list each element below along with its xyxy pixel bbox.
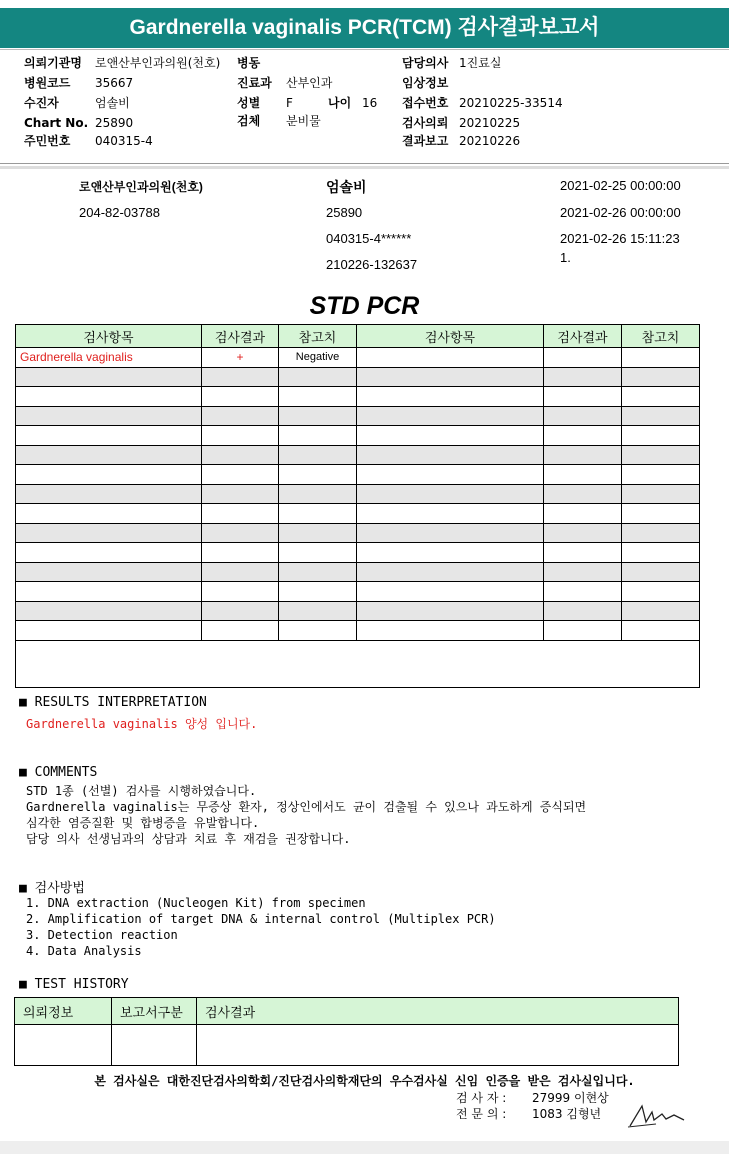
table-row xyxy=(16,523,700,543)
header-doctor-label: 담당의사 xyxy=(402,56,449,70)
tester-label: 검 사 자 : xyxy=(456,1091,507,1105)
col-header-result: 검사결과 xyxy=(202,325,279,348)
sub-date-received: 2021-02-25 00:00:00 xyxy=(560,178,681,193)
comment-line: STD 1종 (선별) 검사를 시행하였습니다. xyxy=(26,784,257,798)
header-hospital-code-value: 35667 xyxy=(95,76,134,90)
header-hospital-code-label: 병원코드 xyxy=(24,76,71,90)
table-row xyxy=(15,1025,679,1066)
header-accession-value: 20210225-33514 xyxy=(459,96,563,110)
header-sex-value: F xyxy=(286,96,293,110)
sub-sequence: 1. xyxy=(560,250,571,265)
interpretation-heading: ■ RESULTS INTERPRETATION xyxy=(19,695,207,710)
header-rrn-label: 주민번호 xyxy=(24,134,71,148)
expert-label: 전 문 의 : xyxy=(456,1107,507,1121)
method-line: 1. DNA extraction (Nucleogen Kit) from specimen xyxy=(26,896,366,910)
table-row xyxy=(16,484,700,504)
header-patient-label: 수진자 xyxy=(24,96,59,110)
table-row xyxy=(16,445,700,465)
comments-heading: ■ COMMENTS xyxy=(19,765,98,780)
header-dept-label: 진료과 xyxy=(237,76,272,90)
header-doctor-value: 1진료실 xyxy=(459,56,502,70)
sub-rrn: 040315-4****** xyxy=(326,231,412,246)
header-bottom-shadow xyxy=(0,166,729,169)
page-bottom-bar xyxy=(0,1141,729,1154)
history-col-request: 의뢰정보 xyxy=(15,998,112,1025)
header-report-date-value: 20210226 xyxy=(459,134,521,148)
header-chart-value: 25890 xyxy=(95,116,134,130)
header-clinical-info-label: 임상정보 xyxy=(402,76,449,90)
method-line: 3. Detection reaction xyxy=(26,928,178,942)
header-sex-label: 성별 xyxy=(237,96,261,110)
method-heading: ■ 검사방법 xyxy=(19,881,85,896)
certification-notice: 본 검사실은 대한진단검사의학회/진단검사의학재단의 우수검사실 신임 인증을 받은 검사실입니다. xyxy=(94,1074,635,1088)
header-clinic-value: 로앤산부인과의원(천호) xyxy=(95,56,221,70)
header-ward-label: 병동 xyxy=(237,56,261,70)
comment-line: Gardnerella vaginalis는 무증상 환자, 정상인에서도 균이 검출될 수 있으나 과도하게 증식되면 xyxy=(26,800,587,814)
header-request-date-value: 20210225 xyxy=(459,116,521,130)
table-row xyxy=(16,543,700,563)
header-report-date-label: 결과보고 xyxy=(402,134,449,148)
history-header-row xyxy=(15,998,679,1025)
results-table xyxy=(15,324,700,688)
col-header-ref: 참고치 xyxy=(279,325,357,348)
table-row xyxy=(16,562,700,582)
header-age-label: 나이 xyxy=(328,96,352,110)
table-row xyxy=(16,621,700,641)
header-specimen-value: 분비물 xyxy=(286,114,321,128)
result-value: + xyxy=(202,348,279,368)
interpretation-text: Gardnerella vaginalis 양성 입니다. xyxy=(26,717,258,731)
table-row xyxy=(16,504,700,524)
table-row xyxy=(16,367,700,387)
col-header-ref-2: 참고치 xyxy=(622,325,700,348)
sub-chart-no: 25890 xyxy=(326,205,363,220)
header-row-clinic: 의뢰기관명 xyxy=(24,56,82,70)
results-header-row xyxy=(16,325,700,348)
history-heading: ■ TEST HISTORY xyxy=(19,977,129,992)
header-chart-label: Chart No. xyxy=(24,116,89,130)
result-reference: Negative xyxy=(279,348,357,368)
square-bullet-icon: ■ xyxy=(19,695,27,710)
col-header-result-2: 검사결과 xyxy=(544,325,622,348)
comment-line: 담당 의사 선생님과의 상담과 치료 후 재검을 권장합니다. xyxy=(26,832,351,846)
sub-patient-name: 엄솔비 xyxy=(326,179,367,195)
table-row xyxy=(16,348,700,368)
square-bullet-icon: ■ xyxy=(19,881,27,896)
signature-image xyxy=(626,1100,690,1130)
report-title: Gardnerella vaginalis PCR(TCM) 검사결과보고서 xyxy=(0,8,729,48)
col-header-item: 검사항목 xyxy=(16,325,202,348)
table-row xyxy=(16,465,700,485)
sub-date-reported: 2021-02-26 15:11:23 xyxy=(560,231,680,246)
result-item-name: Gardnerella vaginalis xyxy=(16,348,202,368)
table-row xyxy=(16,582,700,602)
sub-clinic: 로앤산부인과의원(천호) xyxy=(79,180,203,194)
tester-value: 27999 이현상 xyxy=(532,1091,609,1105)
method-line: 4. Data Analysis xyxy=(26,944,142,958)
header-accession-label: 접수번호 xyxy=(402,96,449,110)
table-footer-blank xyxy=(16,640,700,687)
results-title: STD PCR xyxy=(309,292,420,320)
sub-accession: 210226-132637 xyxy=(326,257,418,272)
sub-date-tested: 2021-02-26 00:00:00 xyxy=(560,205,681,220)
comment-line: 심각한 염증질환 및 합병증을 유발합니다. xyxy=(26,816,260,830)
expert-value: 1083 김형년 xyxy=(532,1107,602,1121)
table-row xyxy=(16,387,700,407)
sub-biz-no: 204-82-03788 xyxy=(79,205,160,220)
table-row xyxy=(16,406,700,426)
header-request-date-label: 검사의뢰 xyxy=(402,116,449,130)
method-line: 2. Amplification of target DNA & internal control (Multiplex PCR) xyxy=(26,912,496,926)
header-top-divider xyxy=(0,49,729,50)
square-bullet-icon: ■ xyxy=(19,977,27,992)
header-patient-value: 엄솔비 xyxy=(95,96,130,110)
history-col-result: 검사결과 xyxy=(197,998,679,1025)
table-row xyxy=(16,601,700,621)
square-bullet-icon: ■ xyxy=(19,765,27,780)
header-age-value: 16 xyxy=(362,96,378,110)
header-dept-value: 산부인과 xyxy=(286,76,333,90)
history-table xyxy=(14,997,679,1066)
header-rrn-value: 040315-4 xyxy=(95,134,153,148)
col-header-item-2: 검사항목 xyxy=(357,325,544,348)
history-col-report-type: 보고서구분 xyxy=(112,998,197,1025)
header-specimen-label: 검체 xyxy=(237,114,261,128)
header-bottom-divider xyxy=(0,163,729,164)
table-row xyxy=(16,426,700,446)
